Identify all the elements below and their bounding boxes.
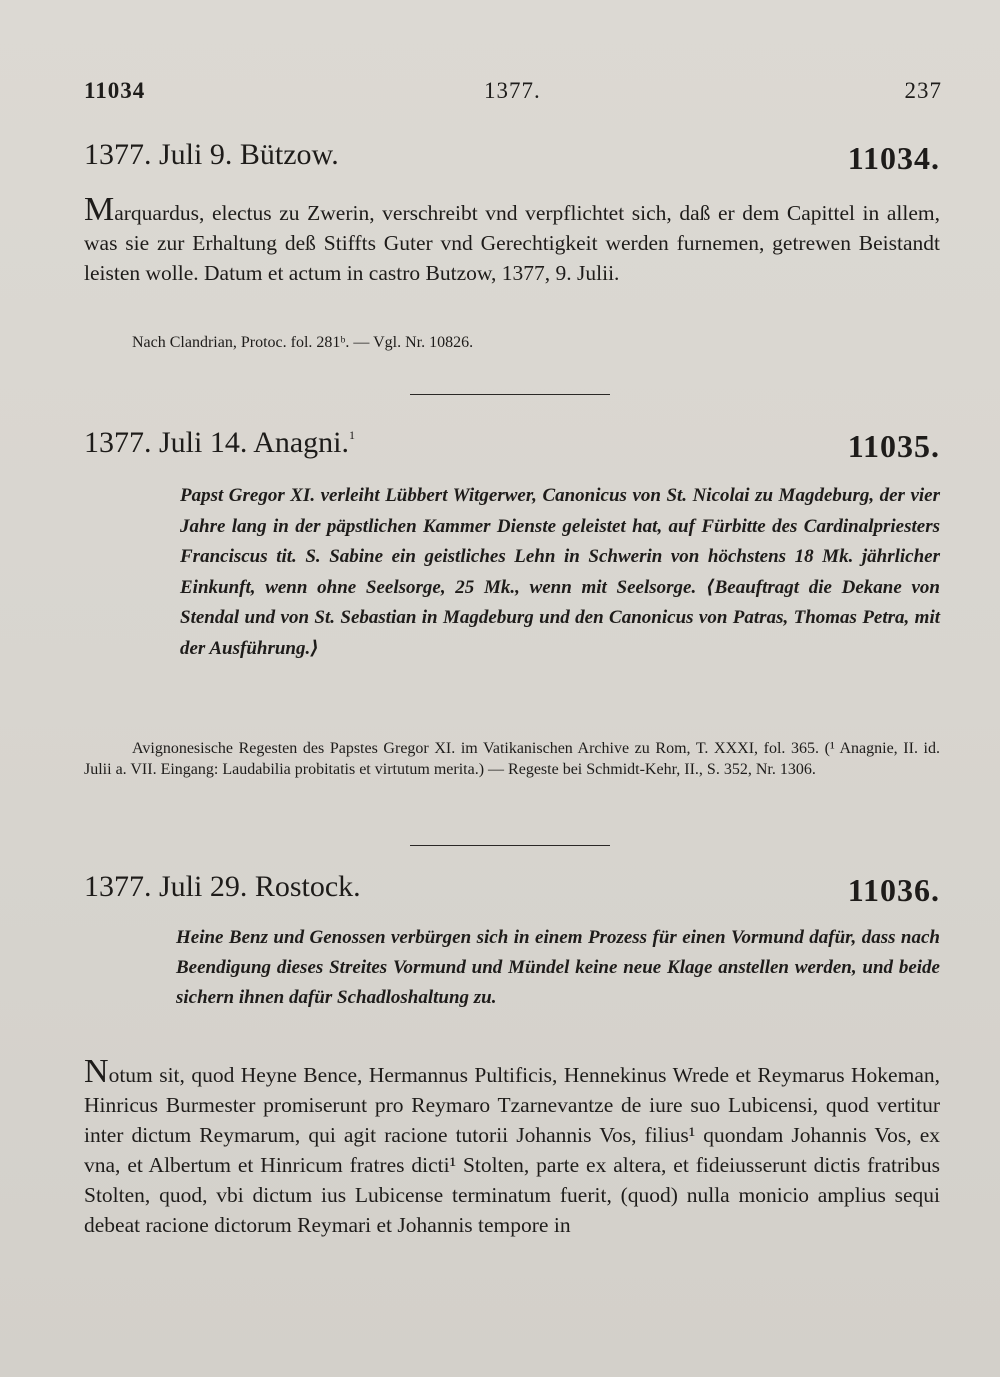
source-note-11035: Avignonesische Regesten des Papstes Gregor XI. im Vatikanischen Archive zu Rom, T. XXXI, fol. 365. (¹ Anagnie, II. id. Julii a. VII. Eingang: Laudabilia probitatis et virtutum merita.) — Regeste bei Schmidt-Kehr, II., S. 352, Nr. 1306. [84, 740, 940, 778]
entry-date: 1377. Juli 9. Bützow. [84, 138, 339, 171]
entry-number: 11035. [847, 428, 940, 464]
entry-text-body: arquardus, electus zu Zwerin, verschreibt vnd verpflichtet sich, daß er dem Capittel in allem, was sie zur Erhaltung deß Stiffts Guter vnd Gerechtigkeit werden furnemen, getrewen Beistandt leisten wolle. Datum et actum in castro Butzow, 1377, 9. Julii. [84, 201, 940, 285]
drop-initial: M [84, 191, 115, 228]
drop-initial: N [84, 1053, 109, 1090]
entry-date [84, 426, 355, 460]
running-head-year: 1377. [484, 78, 541, 103]
entry-heading-11034 [84, 138, 940, 178]
entry-summary-11036: Heine Benz und Genossen verbürgen sich in einem Prozess für einen Vormund dafür, dass nach Beendigung dieses Streites Vormund und Mündel keine neue Klage anstellen werden, und beide sichern ihnen dafür Schadloshaltung zu. [176, 927, 940, 1008]
entry-text-body: otum sit, quod Heyne Bence, Hermannus Pultificis, Hennekinus Wrede et Reymarus Hokeman, Hinricus Burmester promiserunt pro Reymaro Tzarnevantze de iure suo Lubicensi, quod vertitur inter dictum Reymarum, qui agit racione tutorii Johannis Vos, filius¹ quondam Johannis Vos, ex vna, et Albertum et Hinricum fratres dicti¹ Stolten, parte ex altera, et fideiusserunt dictis fratribus Stolten, quod, vbi dictum ius Lubicense terminatum fuerit, (quod) nulla monicio amplius sequi debeat racione dictorum Reymari et Johannis tempore in [84, 1063, 940, 1237]
entry-number: 11034. [847, 140, 940, 176]
entry-summary-11035: Papst Gregor XI. verleiht Lübbert Witgerwer, Canonicus von St. Nicolai zu Magdeburg, der vier Jahre lang in der päpstlichen Kammer Dienste geleistet hat, auf Fürbitte des Cardinalpriesters Franciscus tit. S. Sabine ein geistliches Lehn in Schwerin von höchstens 18 Mk. jährlicher Einkunft, wenn ohne Seelsorge, 25 Mk., wenn mit Seelsorge. ⟨Beauftragt die Dekane von Stendal und von St. Sebastian in Magdeburg und den Canonicus von Patras, Thomas Petra, mit der Ausführung.⟩ [180, 485, 940, 659]
section-divider [410, 845, 610, 846]
source-note-11034: Nach Clandrian, Protoc. fol. 281ᵇ. — Vgl. Nr. 10826. [132, 334, 474, 351]
entry-text-11034 [84, 191, 940, 288]
entry-date: 1377. Juli 29. Rostock. [84, 870, 361, 903]
footnote-mark: 1 [349, 428, 356, 442]
running-head-entry-number: 11034 [84, 78, 146, 103]
page-number: 237 [904, 78, 942, 103]
entry-text-11036 [84, 1053, 940, 1240]
entry-date-text: 1377. Juli 14. Anagni. [84, 426, 350, 459]
running-head [84, 78, 944, 118]
entry-number: 11036. [847, 872, 940, 908]
entry-heading-11036 [84, 870, 940, 910]
section-divider [410, 394, 610, 395]
entry-heading-11035 [84, 426, 940, 466]
